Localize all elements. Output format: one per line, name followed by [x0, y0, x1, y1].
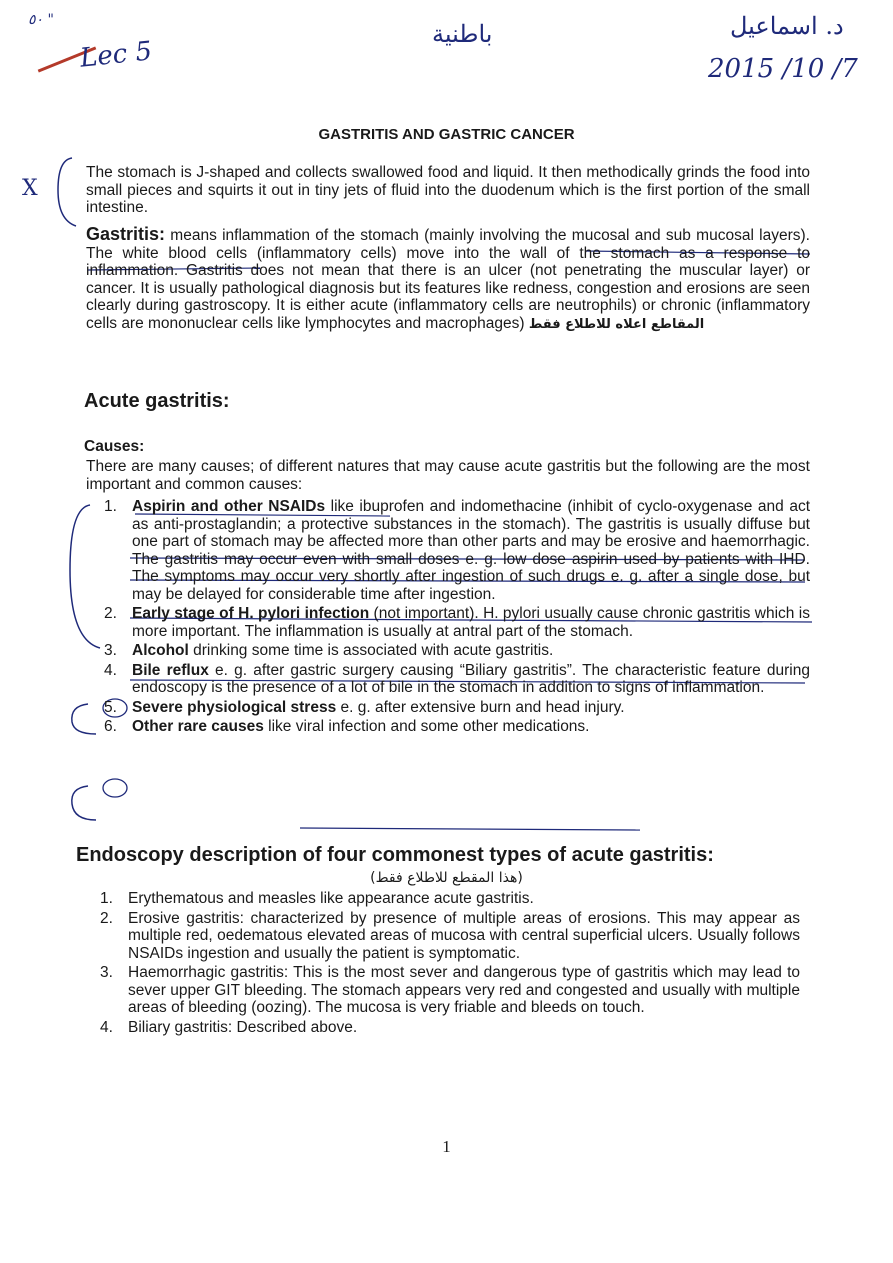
document-title: GASTRITIS AND GASTRIC CANCER	[318, 126, 575, 143]
causes-list	[104, 498, 810, 738]
handwritten-topic-arabic: باطنية	[432, 20, 493, 48]
handwritten-corner-mark: ٥٠ "	[28, 12, 54, 28]
type-text: Erosive gastritis: characterized by presence of multiple areas of erosions. This may appear as multiple red, oedematous elevated areas of mucosa with central superficial ulcers. Usually follows NSAIDs ingestion and usually the patient is symptomatic.	[128, 909, 800, 962]
cause-text: (not important). H. pylori usually cause chronic gastritis which is more important. The inflammation is usually at antral part of the stomach.	[132, 605, 810, 640]
cause-title: Severe physiological stress	[132, 698, 337, 716]
list-item	[100, 910, 800, 963]
types-list	[100, 890, 800, 1038]
endoscopy-arabic-note: (هذا المقطع للاطلاع فقط)	[370, 870, 523, 886]
handwritten-doctor-name: د. اسماعيل	[730, 12, 844, 40]
type-text: Biliary gastritis: Described above.	[128, 1018, 358, 1036]
cause-text: like ibuprofen and indomethacine (inhibit of cyclo-oxygenase and act as anti-prostaglandin; a protective substances in the stomach). The gastritis is usually diffuse but one part of stomach may be affected more than other parts and may be erosive and haemorrhagic. The gastritis may occur even with small doses e. g. low dose aspirin used by patients with IHD. The symptoms may occur very shortly after ingestion of such drugs e. g. after a single dose, but may be delayed for considerable time after ingestion.	[132, 498, 810, 603]
list-item	[104, 605, 810, 640]
list-number: 3.	[104, 642, 117, 659]
page-number: 1	[442, 1137, 451, 1156]
list-item	[104, 718, 810, 736]
acute-gastritis-heading: Acute gastritis:	[84, 390, 230, 412]
cause-text: e. g. after extensive burn and head injury.	[336, 698, 625, 716]
intro-paragraph: The stomach is J-shaped and collects swallowed food and liquid. It then methodically grinds the food into small pieces and squirts it out in tiny jets of fluid into the duodenum which is the first portion of the small intestine.	[86, 164, 810, 216]
list-number: 5.	[104, 698, 117, 716]
list-number: 1.	[100, 890, 113, 907]
list-item	[104, 642, 810, 660]
list-item	[100, 890, 800, 908]
list-number: 2.	[100, 909, 113, 927]
cause-title: Early stage of H. pylori infection	[132, 605, 370, 622]
cause-title: Other rare causes	[132, 718, 264, 735]
handwritten-margin-x: X	[22, 176, 38, 201]
list-item	[104, 699, 810, 717]
list-item	[104, 498, 810, 603]
endoscopy-heading: Endoscopy description of four commonest types of acute gastritis:	[76, 844, 714, 866]
type-text: Erythematous and measles like appearance acute gastritis.	[128, 890, 534, 907]
cause-text: like viral infection and some other medications.	[263, 718, 590, 735]
list-number: 3.	[100, 964, 113, 981]
list-number: 1.	[104, 498, 117, 515]
list-number: 6.	[104, 718, 117, 735]
gastritis-text: means inflammation of the stomach (mainly involving the mucosal and sub mucosal layers). The white blood cells (inflammatory cells) move into the wall of the stomach as a response to inflammation. Gastritis does not mean that there is an ulcer (not penetrating the muscular layer) or cancer. It is usually pathological diagnosis but its features like redness, congestion and erosions are seen clearly during gastroscopy. It is either acute (inflammatory cells are neutrophils) or chronic (inflammatory cells are mononuclear cells like lymphocytes and macrophages)	[86, 227, 810, 332]
cause-title: Bile reflux	[132, 661, 209, 679]
list-number: 4.	[104, 661, 117, 679]
list-item	[100, 1019, 800, 1037]
type-text: Haemorrhagic gastritis: This is the most sever and dangerous type of gastritis which may lead to sever upper GIT bleeding. The stomach appears very red and congested and usually with multiple areas of bleeding (oozing). The mucosa is very friable and bleeds on touch.	[128, 964, 800, 1016]
handwritten-lecture-number: Lec 5	[78, 36, 154, 74]
cause-title: Alcohol	[132, 642, 189, 659]
list-number: 4.	[100, 1018, 113, 1036]
cause-text: e. g. after gastric surgery causing “Biliary gastritis”. The characteristic feature during endoscopy is the presence of a lot of bile in the stomach in addition to signs of inflammation.	[132, 661, 810, 696]
gastritis-definition	[86, 226, 810, 333]
handwritten-date: 2015 /10 /7	[708, 54, 858, 84]
cause-text: drinking some time is associated with acute gastritis.	[188, 642, 554, 659]
gastritis-arabic-note: المقاطع اعلاه للاطلاع فقط	[528, 316, 705, 332]
causes-intro: There are many causes; of different natures that may cause acute gastritis but the following are the most important and common causes:	[86, 458, 810, 493]
gastritis-term: Gastritis:	[86, 224, 166, 244]
list-item	[100, 964, 800, 1017]
list-item	[104, 662, 810, 697]
causes-heading: Causes:	[84, 438, 145, 455]
cause-title: Aspirin and other NSAIDs	[132, 498, 326, 515]
list-number: 2.	[104, 605, 117, 622]
